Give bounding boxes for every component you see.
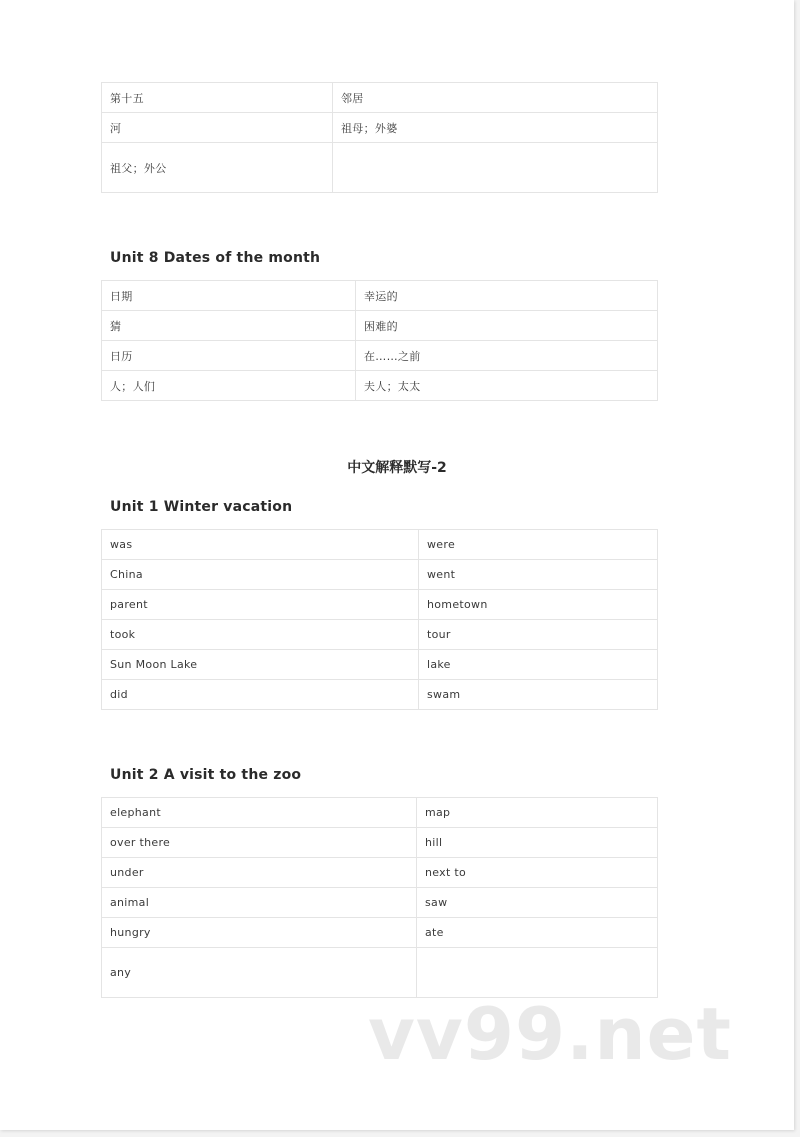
table-cell: lake	[419, 650, 658, 680]
table-row	[102, 798, 658, 828]
table-row	[102, 530, 658, 560]
vocab-table-unit8	[101, 280, 658, 401]
table-row	[102, 650, 658, 680]
table-cell: 猜	[102, 311, 356, 341]
table-cell: 夫人；太太	[356, 371, 658, 401]
table-cell: hungry	[102, 918, 417, 948]
watermark: vv99.net	[368, 992, 732, 1076]
table-cell: 祖父；外公	[102, 143, 333, 193]
table-cell: under	[102, 858, 417, 888]
section-heading-unit1: Unit 1 Winter vacation	[110, 499, 293, 515]
table-row	[102, 371, 658, 401]
table-cell: 在……之前	[356, 341, 658, 371]
table-cell: map	[417, 798, 658, 828]
table-row	[102, 948, 658, 998]
table-cell: 邻居	[333, 83, 658, 113]
table-cell: were	[419, 530, 658, 560]
table-cell: elephant	[102, 798, 417, 828]
vocab-table-unit2	[101, 797, 658, 998]
section-heading-unit8: Unit 8 Dates of the month	[110, 250, 321, 266]
table-row	[102, 590, 658, 620]
table-cell: over there	[102, 828, 417, 858]
table-row	[102, 680, 658, 710]
table-cell: ate	[417, 918, 658, 948]
table-row	[102, 888, 658, 918]
table-cell: 祖母；外婆	[333, 113, 658, 143]
table-cell: next to	[417, 858, 658, 888]
table-cell	[417, 948, 658, 998]
table-cell: China	[102, 560, 419, 590]
table-cell: did	[102, 680, 419, 710]
table-cell: 河	[102, 113, 333, 143]
page-title: 中文解释默写-2	[347, 460, 447, 476]
table-cell: any	[102, 948, 417, 998]
table-cell: 幸运的	[356, 281, 658, 311]
table-cell: Sun Moon Lake	[102, 650, 419, 680]
table-cell: went	[419, 560, 658, 590]
table-row	[102, 828, 658, 858]
table-row	[102, 858, 658, 888]
table-cell: 日期	[102, 281, 356, 311]
table-cell: hometown	[419, 590, 658, 620]
table-row	[102, 341, 658, 371]
vocab-table-previous	[101, 82, 658, 193]
table-cell: tour	[419, 620, 658, 650]
table-row	[102, 620, 658, 650]
table-row	[102, 281, 658, 311]
table-cell: saw	[417, 888, 658, 918]
table-cell: 日历	[102, 341, 356, 371]
table-cell: 人；人们	[102, 371, 356, 401]
table-cell: swam	[419, 680, 658, 710]
table-cell: animal	[102, 888, 417, 918]
table-cell: was	[102, 530, 419, 560]
table-cell	[333, 143, 658, 193]
table-row	[102, 918, 658, 948]
table-row	[102, 143, 658, 193]
table-row	[102, 113, 658, 143]
table-cell: hill	[417, 828, 658, 858]
table-row	[102, 311, 658, 341]
table-cell: took	[102, 620, 419, 650]
table-cell: parent	[102, 590, 419, 620]
table-row	[102, 560, 658, 590]
section-heading-unit2: Unit 2 A visit to the zoo	[110, 767, 302, 783]
table-cell: 困难的	[356, 311, 658, 341]
table-row	[102, 83, 658, 113]
table-cell: 第十五	[102, 83, 333, 113]
vocab-table-unit1	[101, 529, 658, 710]
